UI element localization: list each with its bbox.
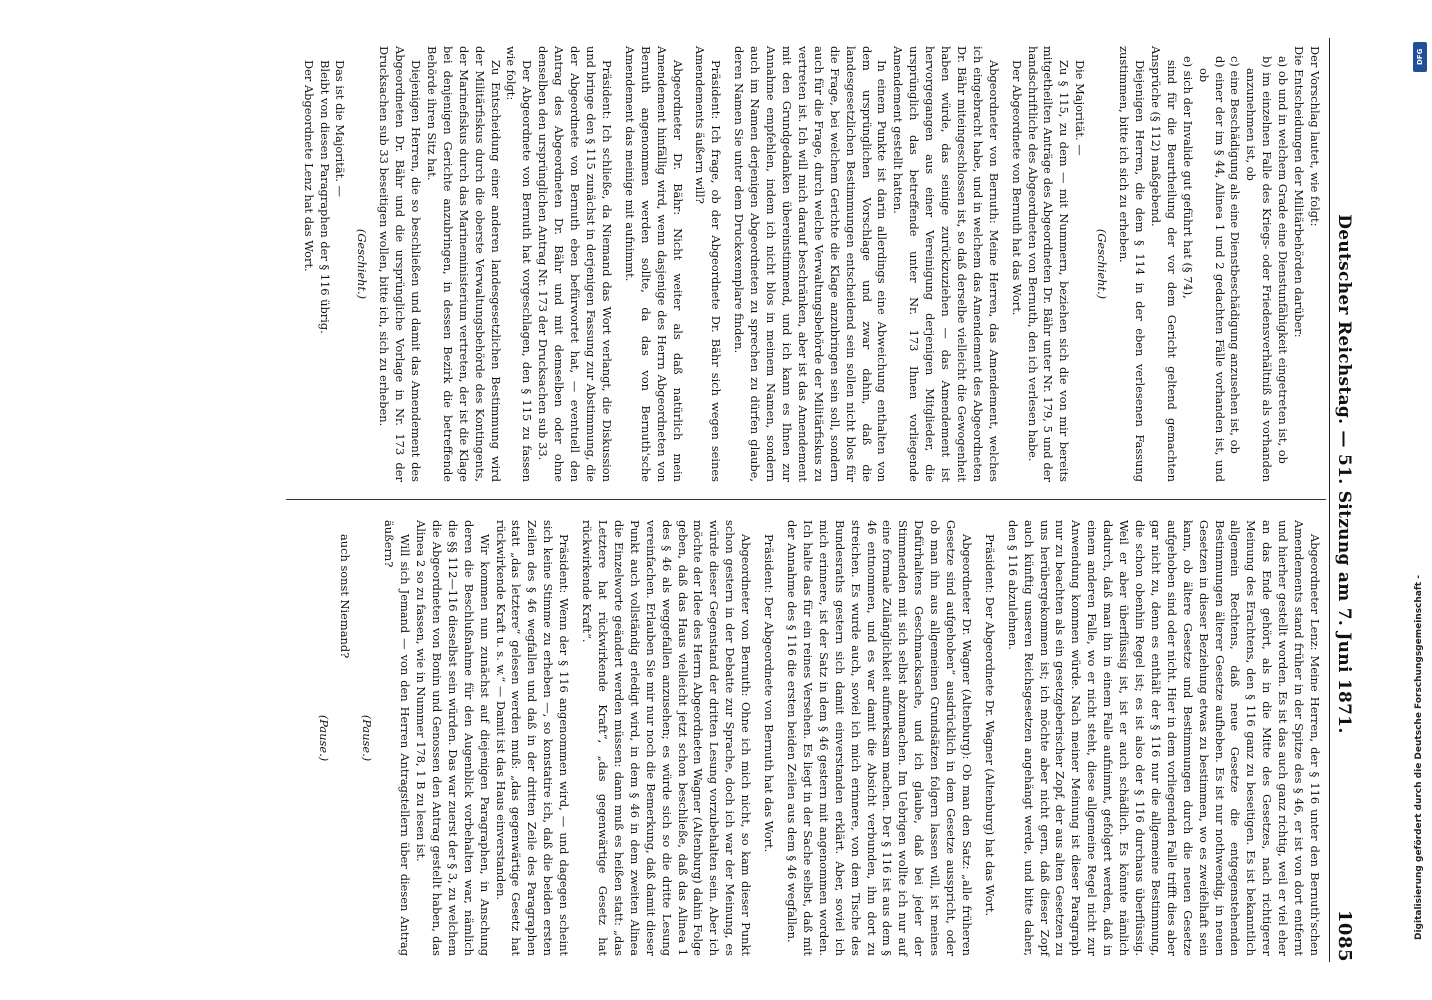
document-page — [30, 20, 1410, 980]
text-paragraph: d) einer der im § 44, Alinea 1 und 2 gedachten Fälle vorhanden ist, und ob — [1196, 56, 1227, 482]
paragraph-gap — [1001, 46, 1008, 482]
text-paragraph: Abgeordneter von Bernuth: Meine Herren, das Amendement, welches ich eingebracht habe, und in welchem das Amendement des Abgeordneten Dr. Bähr miteingeschlossen ist, so daß derselbe vielleicht die Gewogenheit haben würde, das seinige zurückzuziehen — das Amendement ist hervorgegangen aus einer Vereinigung derjenigen Mitglieder, die ursprünglich das betreffende unter Nr. 173 Ihnen vorliegende Amendement gestellt hatten. — [891, 46, 1001, 482]
text-paragraph: Präsident: Der Abgeordnete Dr. Wagner (Altenburg) hat das Wort. — [982, 534, 997, 917]
text-paragraph: Wir kommen nun zunächst auf diejenigen Paragraphen, in Anschung deren die Beschlußnahme für den Augenblick vorbehalten war, nämlich die §§ 112—116 dieselbst sein würden. Das war zuerst der § 3, zu welchem die Abgeordneten von Bonin und Genossen den Antrag gestellt haben, das Alinea 2 so zu fassen, wie in Nummer 178, 1 B zu lesen ist. — [414, 520, 492, 956]
text-paragraph: Will sich Jemand — von den Herren Antragstellern über diesen Antrag äußern? — [382, 520, 413, 956]
right-column — [309, 520, 1322, 956]
running-title: Deutscher Reichstag. — 51. Sitzung am 7. Juni 1871. — [1334, 214, 1354, 734]
text-paragraph: Präsident: Der Abgeordnete von Bernuth hat das Wort. — [762, 534, 777, 853]
text-paragraph: Abgeordneter Dr. Wagner (Altenburg): Ob man den Satz: „alle früheren Gesetze sind aufgehoben“ ausdrücklich in dem Gesetze ausspricht, oder ob man ihn aus allgemeinen Grundsätzen folgern lassen will, ist meines Dafürhaltens Geschmacksache, und ich glaube, daß bei jeder der Stimmenden mit sich selbst abzumachen. Im Uebrigen wollte ich nur auf eine formale Zulänglichkeit aufmerksam machen. Der § 116 ist aus dem § 46 entnommen, und es war damit die Absicht verbunden, ihn dort zu streichen. Es wurde auch, soviel ich mich erinnere, von dem Tische des Bundesraths gestern sich damit einverstanden erklärt. Aber, soviel ich mich erinnere, ist der Satz in dem § 46 gestern mit angenommen worden. Ich halte das für ein reines Versehen. Es liegt in der Sache selbst, daß mit der Annahme des § 116 die ersten beiden Zeilen aus dem § 46 wegfallen. — [785, 520, 974, 956]
stage-direction: (Geschieht.) — [1095, 228, 1110, 300]
digitization-sidebar — [1412, 40, 1430, 970]
left-column — [300, 46, 1322, 482]
text-paragraph: auch sonst Niemand? — [338, 534, 353, 659]
stage-direction: (Pause.) — [360, 714, 375, 762]
paragraph-gap — [571, 520, 578, 956]
text-paragraph: In einem Punkte ist darin allerdings eine Abweichung enthalten von dem ursprünglichen Vorschlage und zwar dahin, daß die landesgesetzlichen Bestimmungen entscheidend sein sollen nicht blos für die Frage, bei welchem Gerichte die Klage anzubringen sein soll, sondern auch für die Frage, durch welche Verwaltungsbehörde der Militärfiskus zu vertreten ist. Ich will mich darauf beschränken, aber ist das Amendement mit den Grundgedanken übereinstimmend, und ich kann es Ihnen zur Annahme empfehlen, indem ich nicht blos in meinem Namen, sondern auch im Namen derjenigen Abgeordneten zu sprechen zu dürfen glaube, deren Namen Sie unter dem Druckexemplare finden. — [732, 46, 890, 482]
text-paragraph: Präsident: Ich schließe, da Niemand das Wort verlangt, die Diskussion und bringe den § 115 zunächst in derjenigen Fassung zur Abstimmung, die der Abgeordnete von Bernuth eben befürwortet hat, — eventuell den Antrag des Abgeordneten Dr. Bähr und mit demselben oder ohne denselben den ursprünglichen Antrag Nr. 173 der Drucksachen sub 33. — [536, 46, 614, 482]
text-paragraph: Diejenigen Herren, die so beschließen und damit das Amendement des Abgeordneten Dr. Bähr und die ursprüngliche Vorlage in Nr. 173 der Drucksachen sub 33 beseitigen wollen, bitte ich, sich zu erheben. — [377, 46, 424, 482]
text-paragraph: Der Vorschlag lautet, wie folgt: — [1308, 46, 1322, 227]
stage-direction: (Geschieht.) — [355, 228, 370, 300]
text-paragraph: e) sich der Invalide gut geführt hat (§ 74), — [1180, 56, 1195, 299]
page-header — [1329, 38, 1368, 962]
text-paragraph: Abgeordneter von Bernuth: Ohne ich mich nicht, so kam dieser Punkt schon gestern in der Debatte zur Sprache, doch ich war der Meinung, es würde dieser Gegenstand der dritten Lesung vorzubehalten sein. Aber ich möchte der Idee des Herrn Abgeordneten Wagner (Altenburg) dahin Folge geben, daß das Haus vielleicht jetzt schon beschließe, daß das Alinea 1 des § 46 als weggefallen anzusehen; es würde sich so die dritte Lesung vereinfachen. Erlauben Sie mir nur noch die Bemerkung, daß damit dieser Punkt auch vollständig erledigt wird, in dem § 46 in dem zweiten Alinea die Einzelworte geändert werden müssen: dann muß es heißen statt: „das Letztere hat rückwirkende Kraft“, „das gegenwärtige Gesetz hat rückwirkende Kraft“. — [580, 520, 754, 956]
paragraph-gap — [753, 520, 760, 956]
paragraph-gap — [974, 520, 981, 956]
text-paragraph: Der Abgeordnete von Bernuth hat das Wort. — [1009, 60, 1024, 316]
text-paragraph: Bleibt von diesen Paragraphen der § 116 übrig. — [317, 60, 332, 334]
text-paragraph: Präsident: Ich frage, ob der Abgeordnete Dr. Bähr sich wegen seines Amendements äußern will? — [693, 46, 724, 482]
text-paragraph: Das ist die Majorität. — — [333, 60, 348, 197]
dfg-logo: DFG — [1413, 42, 1427, 72]
stage-direction: (Pause.) — [316, 714, 331, 762]
text-paragraph: b) im einzelnen Falle des Kriegs- oder Friedensverhältniß als vorhanden anzunehmen ist, ob — [1244, 56, 1275, 482]
text-paragraph: Präsident: Wenn der § 116 angenommen wird, — und dagegen scheint sich keine Stimme zu erheben —, so konstatire ich, daß die beiden ersten Zeilen des § 46 wegfallen und daß in der dritten Zeile des Paragraphen statt „das letztere“ gelesen werden muß: „das gegenwärtige Gesetz hat rückwirkende Kraft u. s. w.“ — Damit ist das Haus einverstanden. — [493, 520, 572, 956]
text-paragraph: sind für die Beurtheilung der vor dem Gericht geltend gemachten Ansprüche (§ 112) maßgebend. — [1148, 46, 1179, 482]
text-paragraph: a) ob und in welchem Grade eine Dienstunfähigkeit eingetreten ist, ob — [1276, 56, 1291, 464]
text-paragraph: Zu Entscheidung einer anderen landesgesetzlichen Bestimmung wird der Militärfiskus durch die oberste Verwaltungsbehörde des Kontingents, der Marinefiskus durch das Marineministerium vertreten, der ist die Klage bei denjenigen Gerichte anzubringen, in dessen Bezirk die betreffende Behörde ihren Sitz hat. — [424, 46, 503, 482]
paragraph-gap — [614, 46, 621, 482]
paragraph-gap — [685, 46, 692, 482]
text-paragraph: Die Entscheidungen der Militärbehörden darüber: — [1292, 46, 1307, 338]
page-number: 1085 — [1334, 909, 1355, 962]
paragraph-gap — [723, 46, 730, 482]
paragraph-gap — [776, 520, 783, 956]
text-paragraph: Die Majorität. — — [1073, 60, 1088, 156]
paragraph-gap — [997, 520, 1004, 956]
text-paragraph: Der Abgeordnete von Bernuth hat vorgeschlagen, den § 115 zu fassen wie folgt: — [504, 46, 535, 482]
text-paragraph: Abgeordneter Lenz: Meine Herren, der § 116 unter den Bernuth'schen Amendements stand früher in der Spitze des § 46, er ist von dort entfernt und hierher gestellt worden. Es ist das auch ganz richtig, weil er viel eher an das Ende gehört, als in die Mitte des Gesetzes, nach richtigerer Meinung des Erachtens, den § 116 ganz zu beseitigen. Es ist bekanntlich allgemein Rechtens, daß neue Gesetze die entgegenstehenden Bestimmungen älterer Gesetze aufheben. Es ist nur nothwendig, in neuen Gesetzen in dieser Beziehung etwas zu bestimmen, wo es zweifelhaft sein kann, ob ältere Gesetze und Bestimmungen durch die neuen Gesetze aufgehoben sind oder nicht. Hier in dem vorliegenden Falle trifft dies aber gar nicht zu, denn es enthält der § 116 nur die allgemeine Bestimmung, die schon obenhin Regel ist; es ist also der § 116 durchaus überflüssig. Weil er aber überflüssig ist, ist er auch schädlich. Es könnte nämlich dadurch, daß man ihn in einem Falle aufnimmt, gefolgert werden, daß in einem anderen Falle, wo er nicht steht, diese allgemeine Regel nicht zur Anwendung kommen würde. Nach meiner Meinung ist dieser Paragraph nur zu beachten als ein gesetzgeberischer Zopf, der aus alten Gesetzen zu uns herübergekommen ist; ich möchte aber nicht gern, daß dieser Zopf auch künftig unseren Reichsgesetzen angehängt werde, und bitte daher, den § 116 abzulehnen. — [1005, 520, 1322, 956]
column-divider — [286, 499, 1326, 500]
text-paragraph: Zu § 115, zu dem — mit Nummern, beziehen sich die von mir bereits mitgetheilten Anträge des Abgeordneten Dr. Bähr unter Nr. 179, 5 und der handschriftliche des Abgeordneten von Bernuth, den ich verlesen habe. — [1025, 46, 1072, 482]
text-paragraph: Diejenigen Herren, die dem § 114 in der eben verlesenen Fassung zustimmen, bitte ich sich zu erheben. — [1117, 46, 1148, 482]
funding-credit: Digitalisierung gefördert durch die Deutsche Forschungsgemeinschaft - — [1414, 575, 1424, 940]
text-paragraph: c) eine Beschädigung als eine Dienstbeschädigung anzusehen ist, ob — [1228, 56, 1243, 454]
text-paragraph: Abgeordneter Dr. Bähr: Nicht weiter als daß natürlich mein Amendement hinfällig wird, wenn dasjenige des Herrn Abgeordneten von Bernuth angenommen werden sollte, da das von Bernuth'sche Amendement das meinige mit aufnimmt. — [622, 46, 685, 482]
text-paragraph: Der Abgeordnete Lenz hat das Wort. — [301, 60, 316, 272]
